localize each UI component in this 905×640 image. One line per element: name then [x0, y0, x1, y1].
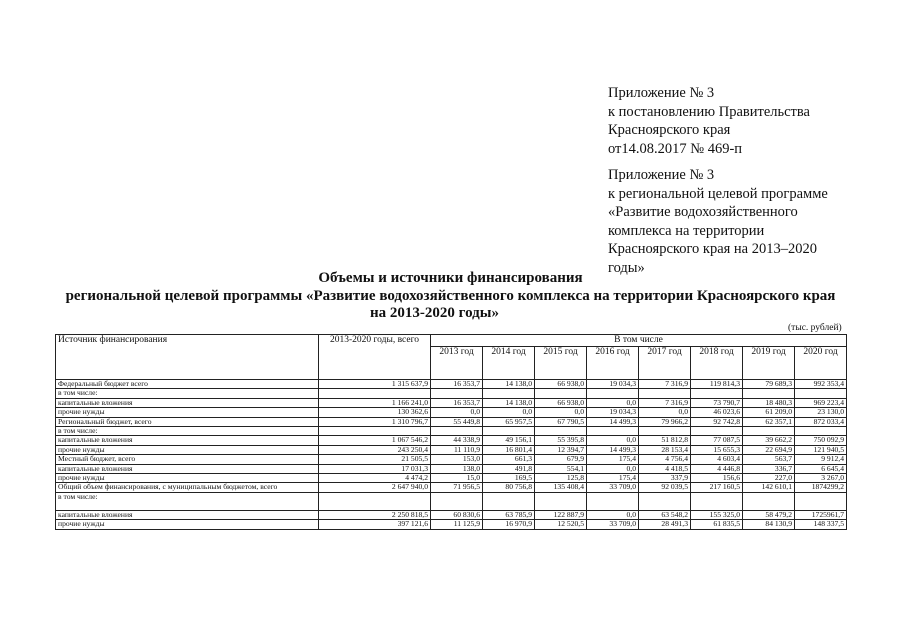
- row-value: 175,4: [587, 455, 639, 464]
- row-value: 0,0: [587, 436, 639, 445]
- row-value: 6 645,4: [795, 464, 847, 473]
- appendix-line: Приложение № 3: [608, 85, 715, 101]
- row-value: 33 709,0: [587, 520, 639, 529]
- row-value: 84 130,9: [743, 520, 795, 529]
- row-value: 169,5: [483, 474, 535, 483]
- row-value: [639, 389, 691, 398]
- row-value: 750 092,9: [795, 436, 847, 445]
- row-total: 130 362,6: [319, 408, 431, 417]
- row-value: 336,7: [743, 464, 795, 473]
- table-row: [56, 427, 847, 436]
- row-total: 17 031,3: [319, 464, 431, 473]
- row-value: [691, 389, 743, 398]
- table-header: [56, 335, 847, 380]
- row-value: 46 023,6: [691, 408, 743, 417]
- row-value: 44 338,9: [431, 436, 483, 445]
- row-value: [587, 427, 639, 436]
- row-value: 73 790,7: [691, 398, 743, 407]
- row-value: 60 830,6: [431, 510, 483, 519]
- row-value: 92 742,8: [691, 417, 743, 426]
- row-value: [431, 389, 483, 398]
- row-value: 15,0: [431, 474, 483, 483]
- row-value: 0,0: [587, 510, 639, 519]
- table-row: [56, 455, 847, 464]
- row-total: [319, 492, 431, 510]
- row-value: 77 087,5: [691, 436, 743, 445]
- row-value: [431, 427, 483, 436]
- row-value: 0,0: [431, 408, 483, 417]
- appendix-line: Красноярского края на 2013–2020: [608, 241, 817, 257]
- row-value: [639, 492, 691, 510]
- row-value: [587, 389, 639, 398]
- row-total: 4 474,2: [319, 474, 431, 483]
- row-total: 2 250 818,5: [319, 510, 431, 519]
- row-value: 22 694,9: [743, 445, 795, 454]
- document-title-line2: региональной целевой программы «Развитие водохозяйственного комплекса на территории Красноярского края: [65, 288, 836, 304]
- row-value: 23 130,0: [795, 408, 847, 417]
- row-value: [743, 389, 795, 398]
- row-value: 61 209,0: [743, 408, 795, 417]
- row-total: 397 121,6: [319, 520, 431, 529]
- appendix-block-resolution: [608, 84, 810, 158]
- row-value: 49 156,1: [483, 436, 535, 445]
- table-row: [56, 483, 847, 492]
- row-value: 11 110,9: [431, 445, 483, 454]
- row-value: 58 479,2: [743, 510, 795, 519]
- row-value: 0,0: [483, 408, 535, 417]
- row-value: 14 138,0: [483, 398, 535, 407]
- table-row: [56, 510, 847, 519]
- header-year: 2018 год: [691, 347, 743, 380]
- row-value: 15 655,3: [691, 445, 743, 454]
- row-value: 11 125,9: [431, 520, 483, 529]
- row-label: Региональный бюджет, всего: [56, 417, 319, 426]
- row-value: 0,0: [587, 398, 639, 407]
- header-group: В том числе: [431, 335, 847, 347]
- row-total: 1 166 241,0: [319, 398, 431, 407]
- row-value: 156,6: [691, 474, 743, 483]
- row-label: капитальные вложения: [56, 464, 319, 473]
- row-total: 1 310 796,7: [319, 417, 431, 426]
- row-value: 135 408,4: [535, 483, 587, 492]
- row-value: [535, 492, 587, 510]
- row-value: 79 689,3: [743, 380, 795, 389]
- row-label: в том числе:: [56, 389, 319, 398]
- row-value: 142 610,1: [743, 483, 795, 492]
- table-row: [56, 408, 847, 417]
- appendix-line: Приложение № 3: [608, 167, 715, 183]
- row-label: прочие нужды: [56, 445, 319, 454]
- row-value: 67 790,5: [535, 417, 587, 426]
- row-value: [483, 492, 535, 510]
- row-value: 18 480,3: [743, 398, 795, 407]
- row-value: 63 785,9: [483, 510, 535, 519]
- table-row: [56, 398, 847, 407]
- row-value: 217 160,5: [691, 483, 743, 492]
- row-value: 65 957,5: [483, 417, 535, 426]
- row-value: 16 970,9: [483, 520, 535, 529]
- row-value: 9 912,4: [795, 455, 847, 464]
- row-total: 2 647 940,0: [319, 483, 431, 492]
- row-value: 19 034,3: [587, 408, 639, 417]
- appendix-block-program: [608, 166, 828, 277]
- row-value: 563,7: [743, 455, 795, 464]
- row-value: [743, 427, 795, 436]
- row-label: капитальные вложения: [56, 436, 319, 445]
- row-value: [483, 389, 535, 398]
- row-value: 14 499,3: [587, 445, 639, 454]
- row-value: [795, 427, 847, 436]
- units-note: (тыс. рублей): [788, 323, 842, 333]
- row-label: капитальные вложения: [56, 510, 319, 519]
- row-value: 121 940,5: [795, 445, 847, 454]
- appendix-line: комплекса на территории: [608, 222, 765, 239]
- row-value: 992 353,4: [795, 380, 847, 389]
- row-value: 0,0: [639, 408, 691, 417]
- row-value: 12 394,7: [535, 445, 587, 454]
- row-total: [319, 389, 431, 398]
- appendix-line: от14.08.2017 № 469-п: [608, 140, 743, 157]
- row-value: 7 316,9: [639, 380, 691, 389]
- row-value: [535, 389, 587, 398]
- row-total: [319, 427, 431, 436]
- row-label: Местный бюджет, всего: [56, 455, 319, 464]
- document-title-line1: Объемы и источники финансирования: [318, 270, 583, 286]
- row-value: 16 801,4: [483, 445, 535, 454]
- row-value: 3 267,0: [795, 474, 847, 483]
- row-value: 63 548,2: [639, 510, 691, 519]
- row-label: прочие нужды: [56, 520, 319, 529]
- row-value: 28 153,4: [639, 445, 691, 454]
- row-value: 12 520,5: [535, 520, 587, 529]
- row-total: 243 250,4: [319, 445, 431, 454]
- row-value: 62 357,1: [743, 417, 795, 426]
- header-source: Источник финансирования: [56, 335, 319, 380]
- row-value: 61 835,5: [691, 520, 743, 529]
- row-value: 0,0: [535, 408, 587, 417]
- row-label: в том числе:: [56, 492, 319, 510]
- row-value: 28 491,3: [639, 520, 691, 529]
- row-value: [431, 492, 483, 510]
- row-total: 21 505,5: [319, 455, 431, 464]
- row-total: 1 315 637,9: [319, 380, 431, 389]
- row-value: 14 138,0: [483, 380, 535, 389]
- row-value: 227,0: [743, 474, 795, 483]
- row-value: 1874299,2: [795, 483, 847, 492]
- row-value: 66 938,0: [535, 398, 587, 407]
- row-label: в том числе:: [56, 427, 319, 436]
- row-label: прочие нужды: [56, 474, 319, 483]
- row-value: 66 938,0: [535, 380, 587, 389]
- row-value: 14 499,3: [587, 417, 639, 426]
- row-value: 79 966,2: [639, 417, 691, 426]
- row-value: [743, 492, 795, 510]
- row-total: 1 067 546,2: [319, 436, 431, 445]
- row-value: 19 034,3: [587, 380, 639, 389]
- table-row: [56, 380, 847, 389]
- row-value: 153,0: [431, 455, 483, 464]
- row-value: [535, 427, 587, 436]
- row-value: [639, 427, 691, 436]
- row-value: 4 418,5: [639, 464, 691, 473]
- table-row: [56, 389, 847, 398]
- appendix-line: Красноярского края: [608, 122, 731, 138]
- table-row: [56, 417, 847, 426]
- row-value: 39 662,2: [743, 436, 795, 445]
- header-year: 2013 год: [431, 347, 483, 380]
- table-row: [56, 492, 847, 510]
- row-value: 125,8: [535, 474, 587, 483]
- row-value: 337,9: [639, 474, 691, 483]
- table-row: [56, 520, 847, 529]
- header-year: 2020 год: [795, 347, 847, 380]
- row-value: [587, 492, 639, 510]
- table-row: [56, 464, 847, 473]
- document-title-line3: на 2013-2020 годы»: [370, 305, 499, 321]
- row-value: 872 033,4: [795, 417, 847, 426]
- row-value: 16 353,7: [431, 380, 483, 389]
- row-value: 155 325,0: [691, 510, 743, 519]
- row-label: прочие нужды: [56, 408, 319, 417]
- header-year: 2016 год: [587, 347, 639, 380]
- row-value: 71 956,5: [431, 483, 483, 492]
- header-year: 2019 год: [743, 347, 795, 380]
- table-row: [56, 445, 847, 454]
- row-value: [691, 492, 743, 510]
- row-value: 138,0: [431, 464, 483, 473]
- row-value: 80 756,8: [483, 483, 535, 492]
- row-value: [795, 492, 847, 510]
- row-value: 55 449,8: [431, 417, 483, 426]
- appendix-line: к региональной целевой программе: [608, 185, 828, 202]
- row-value: 4 603,4: [691, 455, 743, 464]
- row-value: 4 756,4: [639, 455, 691, 464]
- row-label: Федеральный бюджет всего: [56, 380, 319, 389]
- row-value: 51 812,8: [639, 436, 691, 445]
- row-value: 0,0: [587, 464, 639, 473]
- row-value: [795, 389, 847, 398]
- row-value: 661,3: [483, 455, 535, 464]
- row-value: 119 814,3: [691, 380, 743, 389]
- row-value: 33 709,0: [587, 483, 639, 492]
- table-body: [56, 380, 847, 530]
- row-label: капитальные вложения: [56, 398, 319, 407]
- header-year: 2015 год: [535, 347, 587, 380]
- appendix-line: годы»: [608, 259, 645, 276]
- row-value: 491,8: [483, 464, 535, 473]
- row-value: 148 337,5: [795, 520, 847, 529]
- appendix-line: к постановлению Правительства: [608, 103, 810, 120]
- financing-table: [55, 334, 847, 530]
- row-value: 969 223,4: [795, 398, 847, 407]
- row-label: Общий объем финансирования, с муниципальным бюджетом, всего: [56, 483, 319, 492]
- row-value: 92 039,5: [639, 483, 691, 492]
- row-value: 4 446,8: [691, 464, 743, 473]
- table-row: [56, 436, 847, 445]
- row-value: [691, 427, 743, 436]
- appendix-line: «Развитие водохозяйственного: [608, 204, 798, 220]
- table-row: [56, 474, 847, 483]
- row-value: 7 316,9: [639, 398, 691, 407]
- row-value: [483, 427, 535, 436]
- row-value: 554,1: [535, 464, 587, 473]
- header-year: 2014 год: [483, 347, 535, 380]
- row-value: 1725961,7: [795, 510, 847, 519]
- row-value: 16 353,7: [431, 398, 483, 407]
- row-value: 175,4: [587, 474, 639, 483]
- header-year: 2017 год: [639, 347, 691, 380]
- row-value: 122 887,9: [535, 510, 587, 519]
- row-value: 679,9: [535, 455, 587, 464]
- row-value: 55 395,8: [535, 436, 587, 445]
- header-total: 2013-2020 годы, всего: [319, 335, 431, 380]
